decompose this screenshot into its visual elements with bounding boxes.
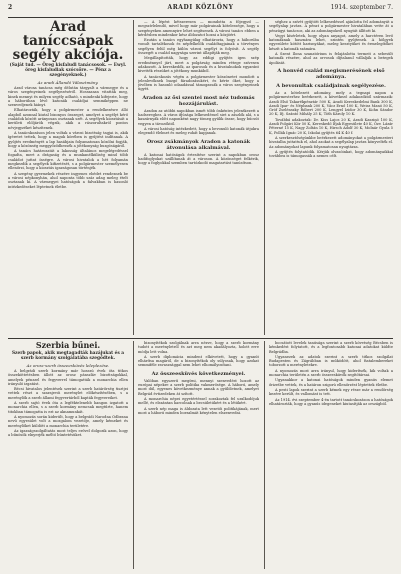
- paragraph: Elhatározták, hogy a polgármester a rendelkezésre álló alapból azonnal kiutal bizonyos összeget, amelyet a segélyt kérő családok között arányosan osztanak szét. A segélyek kiosztását a kerületi elöljárók végzik, akik a rászorultakról pontos névjegyzéket készítenek.: [8, 108, 128, 130]
- page-header: [8, 3, 393, 17]
- header-rule: [8, 17, 393, 18]
- paragraph: Ezután a tanács egyhangúlag elhatározta, hogy a háborúba vonult tartalékosok és népfelkelők családtagjainak a törvényes segélyen felül még külön városi segélyt is folyósít. A segély összegét a család nagysága szerint állapítják meg.: [138, 38, 259, 56]
- paragraph: A katonai hatóságok értesítése szerint a napokban orosz hadifoglyokat szállítanak át a városon. A közönséget felkérik, hogy a foglyokkal szemben tartózkodó magatartást tanúsítson.: [138, 152, 259, 166]
- article-subhead: Az orosz-szerb összeesküvés leleplezése.: [26, 363, 110, 368]
- column-rule: [264, 20, 265, 335]
- paragraph: séghez a szívét gyűjtött lelkesedéssel ajánlotta fel adományát a segélyalap javára. A pénzt a polgármester hivatalában vette át a pénzügyi tanácsos, aki az adományokról nyugtát állított ki.: [269, 20, 393, 33]
- section-headline: Az összeesküvés következményei.: [151, 370, 246, 377]
- paragraph: A gyűjtés folytatódik. Kérjük olvasóinkat, hogy adományaikkal továbbra is támogassák a nemes célt.: [269, 149, 393, 159]
- article-lede: (Saját tud. — Öreg kisfaludi tanácsosok. — Ewyl. öreg kisfaludiak szócsőre. — Pénz a szegényeknek.): [9, 63, 127, 78]
- column-rule: [133, 20, 134, 335]
- paragraph: A szerb sajtó évek óta a legféktelenebb hangon izgatott a monarchia ellen, s a szerb kormány nemcsak megtűrte, hanem titokban támogatta is ezt az aknamunkát.: [8, 401, 128, 414]
- top-column-3: [269, 20, 393, 335]
- section-headline: Aradon az ősi szentei most néz tudomás hozzájárulást.: [142, 94, 255, 107]
- issue-date: 1914. szeptember 7.: [330, 4, 393, 11]
- paragraph: A nyomozás során kiderült, hogy a belgrádi Narodna Odbrana nevű egyesület volt a mozgalom vezetője, amely kémeket és merénylőket küldött a monarchia területére.: [8, 414, 128, 428]
- column-rule: [133, 341, 134, 569]
- paragraph: Bécsi hivatalos jelentések szerint a szerb határőrség tisztjei vettek részt a szarajevói merénylet előkészítésében, s a merénylők a szerb állami fegyvertárból kapták fegyvereiket.: [8, 387, 128, 400]
- column-rule: [264, 341, 265, 569]
- section-headline: A bevonultak családjainak segélyezése.: [276, 82, 386, 89]
- article-subhead: Az aradi Állandó Választmány.: [37, 80, 99, 85]
- article-headline: Arad taníccsápak segély akciója.: [12, 20, 124, 63]
- paragraph: Megállapították, hogy az eddigi gyűjtés igen szép eredménnyel járt, mert a polgárság minden rétege szívesen adakozott. A kereskedők, az iparosok és a hivatalnokok egyaránt kivették részüket a jótékony munkából.: [138, 56, 259, 74]
- paragraph: Ugyanezek az adatok szerint a szerb titkos szolgálat Budapesten és Zágrábban is működött, ahol fiatalembereket toborzott a merényletekre.: [269, 354, 393, 368]
- paragraph: bizonyítékok szolgálnak arra nézve, hogy a szerb kormány tudott a merényletről és azt meg nem akadályozta, holott erre módja lett volna.: [138, 341, 259, 354]
- paragraph: A tanácskozáson jelen voltak a városi bizottság tagjai is, akik ígéretet tettek, hogy a maguk körében is gyűjtést indítanak. A gyűjtés eredményét a lap hasábjain folyamatosan közölni fogják, hogy a közönség meggyőződhessék a jótékonyság buzgóságáról.: [8, 130, 128, 148]
- bottom-column-2: [138, 341, 259, 569]
- article-lede: Szerb papok, akik megtagadták hazájukat és a szerb kormány szolgálatába szegődtek.: [11, 351, 125, 361]
- bottom-column-3: [269, 341, 393, 569]
- top-column-1: [8, 20, 128, 335]
- paragraph: A Szent Ilona szanatórium is felajánlotta termeit a sebesült katonák részére, ahol az orvosok díjtalanul vállalják a betegek ápolását.: [269, 52, 393, 65]
- top-column-2: [138, 20, 259, 335]
- paragraph: Vegyi kísérletek, hogy olyan anyagot, amely a harctéren levő katonáknak hasznára lehet, szintén gyűjtenek. A hölgyek egyesülete kötött harisnyákat, meleg kesztyűket és érmelegítőket készít a katonák számára.: [269, 33, 393, 51]
- paragraph: A nyomozás most arra irányul, hogy kiderítsék, kik voltak a monarchia területén a szerb összeesküvők segítőtársai.: [269, 368, 393, 378]
- paragraph: A monarchia népei egyetértéssel sorakoztak fel uralkodójuk mellé, és elszántan harcolnak a becsületükért és a létükért.: [138, 396, 259, 406]
- section-headline: Orosz zsákmányok Aradon a katonák átvonulása alkalmával.: [146, 138, 251, 151]
- section-rule: [8, 338, 393, 339]
- paragraph: bocsátott levelek tanúsága szerint a szerb követség Bécsben is kémkedést folytatott, és a legfontosabb katonai adatokat küldte Belgrádba.: [269, 341, 393, 354]
- paragraph: Továbbá adakoztak: Dr. Kiss Lajos 20 K, Aradi Kaszinó 100 K, Aradi Polgári Kör 50 K, Kereskedő Ifjak Egyesülete 40 K, Özv. Lázár Péterné 15 K, Nagy Zoltán 10 K, Hirsch Adolf 30 K, Molnár Gyula 5 K, Pollák Ignác 20 K, Iskolai gyűjtés 64 K 40 f.: [269, 117, 393, 135]
- paragraph: Az 1914. évi szeptember 4-én tartott tanácskozáson a hatóságok elhatározták, hogy a gyanús idegeneket kiutasítják az országból.: [269, 397, 393, 406]
- bottom-column-1: [8, 341, 128, 569]
- paragraph: A városi hatóság intézkedett, hogy a bevonuló katonák útjukra elegendő élelmet és meleg ruhát kapjanak.: [138, 126, 259, 136]
- masthead: ARADI KÖZLÖNY: [167, 4, 234, 11]
- paragraph: A belgrádi szerb kormány már hosszú évek óta titkos összeköttetésben állott az orosz pánszláv bizottságokkal, amelyek pénzzel és fegyverrel támogatták a monarchia ellen irányuló izgatást.: [8, 369, 128, 386]
- paragraph: Az igazságszolgáltatás most teljes erővel dolgozik azon, hogy a bűnösök elnyerjék méltó büntetésüket.: [8, 428, 128, 438]
- paragraph: Aradon az utóbbi napokban ismét több önkéntes jelentkezett a hadsereghez. A város ifjúsága lelkesedéssel siet a zászlók alá, s a kaszárnyák előtt naponként nagy tömeg gyűlik össze, hogy búcsút vegyen a távozóktól.: [138, 108, 259, 126]
- paragraph: A tanács határozatát a lakosság általános megelégedéssel fogadta, mert a drágaság és a munkanélküliség mind több családot juttat ínségre. A városi hivatalok a hét folyamán megkezdik a segélyek kifizetését, s a polgármester személyesen ellenőrzi, hogy a kiosztás igazságosan történjék.: [8, 149, 128, 171]
- paragraph: Arad városa tanácsa még délután tárgyalt a vármegye és a város szegényeinek segélyezéséről. Hosszasan vitatták meg, kinek mennyi és milyen segély adható, s mindenki kifejezte, hogy a háborúban lévő katonák családjai semmiképpen ne szenvedjenek hiányt.: [8, 86, 128, 108]
- paragraph: A szerb nép maga is áldozata lett vezetői politikájának, mert most a háború minden borzalmát kénytelen elszenvedni.: [138, 406, 259, 415]
- paragraph: Valóban egyszerű megírni, mennyi szenvedést hozott az európai népekre a szerb politika vakmerősége. A háború, amely most dúl, egyenes következménye annak a gyűlöletnek, amelyet Belgrád évtizedeken át szított.: [138, 378, 259, 396]
- section-headline: A honvéd család megismerésének első adománya.: [277, 67, 385, 80]
- paragraph: A szegény gyermekek részére ingyenes ebédet rendeznek be a városi népkonyhán, ahol naponta több száz adag meleg ételt osztanak ki. A vármegyei hatóságok a falvakban is hasonló intézkedéseket léptetnek életbe.: [8, 171, 128, 189]
- paragraph: Az a kötelezett adomány, mely a tegnapi napon a polgármesterhez beérkezett, a következő adakozóktól származik: Aradi Első Takarékpénztár 500 K, Aradi Kereskedelmi Bank 300 K, Aradi Ipar- és Népbank 200 K, Vácz Ernő 100 K, Weisz Manó 50 K, Gróf Zselénszky Róbert 200 K, Lengyel Izidor 30 K, Kohn Sándor 20 K, Ifj. Szántó Mihály 25 K, Tóth Károly 10 K.: [269, 90, 393, 117]
- paragraph: A pesti lapok szerint a szerb kémek egy része már a rendőrség kezére került, és vallomást is tett.: [269, 387, 393, 397]
- paragraph: A szerkesztőségünkbe beérkezett adományokat a polgármesteri hivatalba juttattuk el, ahol azokat a segélyalap javára könyvelték el. Az adományokat lapunk folyamatosan nyugtázza.: [269, 135, 393, 149]
- paragraph: Ugyanakkor a katonai hatóságok minden gyanús elemet őrizetbe vettek, és a határon szigorú ellenőrzést léptettek életbe.: [269, 378, 393, 387]
- article-headline: Szerbia bűnei.: [35, 341, 101, 350]
- paragraph: A tanácskozás végén a polgármester köszönetet mondott a jelenlevőknek buzgó fáradozásukért, és kérte őket, hogy a jövőben is hasonló odaadással támogassák a város szegényeinek ügyét.: [138, 74, 259, 92]
- page-number: 2: [8, 4, 13, 11]
- paragraph: — A lépést kétszeresen — mondotta a főjegyző — megszívlelendő, mivel hogy már polgárainak kötelessége, hogy a szegényeken amennyire lehet segítsenek. A városi tanács ebben a kérdésben mindenkor kész áldozatot hozni a közjóért.: [138, 20, 259, 37]
- paragraph: A szerb diplomácia mindent elkövetett, hogy a gyanút elhárítsa magáról, de a bizonyítékok oly súlyosak, hogy azokat semmiféle ravaszsággal nem lehet elhomályosítani.: [138, 354, 259, 368]
